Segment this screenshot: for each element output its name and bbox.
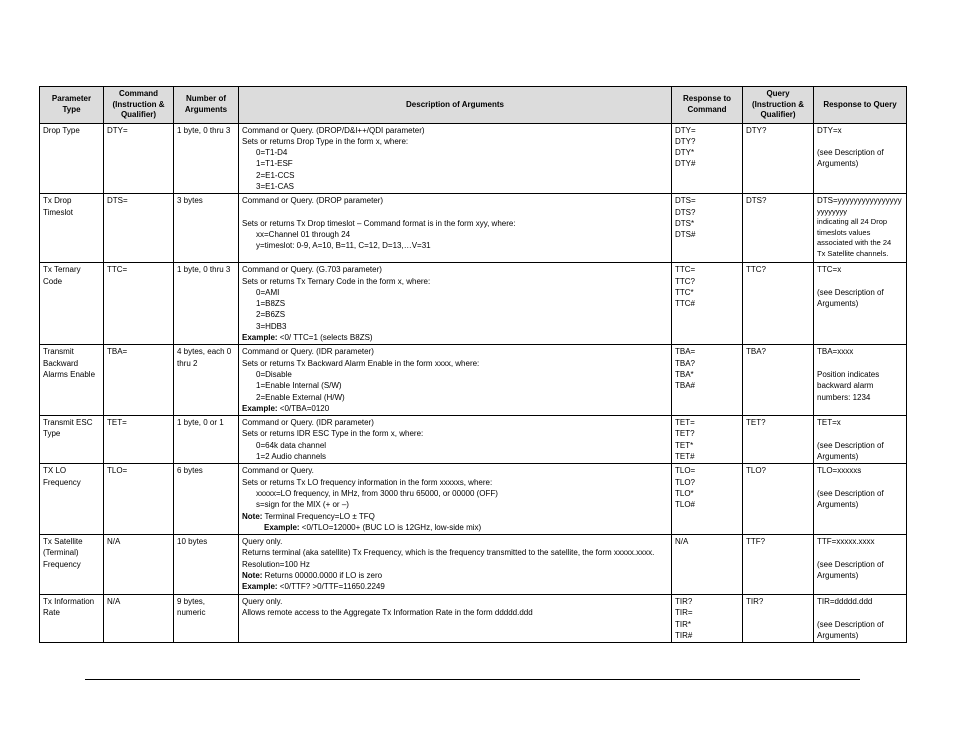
- description-line: 0=T1-D4: [256, 148, 288, 158]
- response-line: TBA?: [675, 358, 696, 368]
- response-line: TLO*: [675, 488, 694, 498]
- description-line: xxxxx=LO frequency, in MHz, from 3000 thru 65000, or 00000 (OFF): [256, 488, 498, 498]
- response-line: TLO?: [675, 477, 696, 487]
- response-cell: [672, 416, 743, 464]
- description-line: Query only.: [242, 537, 283, 547]
- note-label: Note:: [242, 511, 263, 521]
- query-response-line: timeslots values: [817, 227, 871, 237]
- arguments-cell: 1 byte, 0 thru 3: [174, 263, 239, 345]
- header-number-of-arguments: Number of Arguments: [174, 87, 239, 124]
- response-line: TBA#: [675, 381, 696, 391]
- description-line: Command or Query. (G.703 parameter): [242, 265, 382, 275]
- description-line: Command or Query. (IDR parameter): [242, 418, 374, 428]
- description-line: y=timeslot: 0-9, A=10, B=11, C=12, D=13,…V=31: [256, 241, 431, 251]
- response-cell: [672, 535, 743, 595]
- table-row: [40, 535, 907, 595]
- query-response-line: (see Description of Arguments): [817, 619, 884, 640]
- query-response-line: (see Description of Arguments): [817, 440, 884, 462]
- response-line: DTS*: [675, 218, 695, 228]
- query-response-line: DTS=yyyyyyyyyyyyyyyy: [817, 196, 902, 206]
- response-line: DTY*: [675, 148, 695, 158]
- arguments-cell: 3 bytes: [174, 194, 239, 263]
- description-line: 1=B8ZS: [256, 299, 286, 309]
- command-cell: DTY=: [104, 123, 174, 194]
- response-line: TLO=: [675, 466, 696, 476]
- parameter-type-cell: TX LO Frequency: [40, 464, 104, 535]
- example-label: Example:: [242, 582, 278, 592]
- command-table: [39, 86, 907, 643]
- response-line: TIR#: [675, 631, 693, 640]
- table-row: [40, 194, 907, 263]
- query-response-line: yyyyyyyy: [817, 206, 847, 216]
- description-text: <0/TLO=12000+ (BUC LO is 12GHz, low-side mix): [299, 522, 482, 532]
- description-line: 2=Enable External (H/W): [256, 392, 345, 402]
- description-cell: [239, 535, 672, 595]
- arguments-cell: 1 byte, 0 thru 3: [174, 123, 239, 194]
- header-response-to-query: Response to Query: [814, 87, 907, 124]
- description-line: 1=2 Audio channels: [256, 452, 327, 462]
- description-line: [242, 522, 668, 533]
- description-text: <0/TTF? >0/TTF=11650.2249: [277, 582, 385, 592]
- response-line: TBA*: [675, 369, 694, 379]
- description-line: Sets or returns Tx Drop timeslot – Command format is in the form xyy, where:: [242, 218, 516, 228]
- query-response-cell: [814, 345, 907, 416]
- description-line: 0=Disable: [256, 369, 292, 379]
- query-response-line: TET=x: [817, 418, 841, 428]
- response-line: DTY=: [675, 125, 696, 135]
- response-line: TLO#: [675, 500, 696, 510]
- description-line: 2=E1-CCS: [256, 170, 295, 180]
- query-cell: TBA?: [743, 345, 814, 416]
- query-cell: TIR?: [743, 595, 814, 643]
- response-cell: [672, 595, 743, 643]
- query-response-line: [817, 136, 903, 147]
- description-line: Allows remote access to the Aggregate Tx Information Rate in the form ddddd.ddd: [242, 608, 533, 618]
- response-line: TIR=: [675, 608, 693, 618]
- header-description: Description of Arguments: [239, 87, 672, 124]
- command-cell: TLO=: [104, 464, 174, 535]
- description-cell: [239, 464, 672, 535]
- table-row: [40, 345, 907, 416]
- parameter-type-cell: Drop Type: [40, 123, 104, 194]
- table-body: [40, 123, 907, 643]
- response-line: TET=: [675, 418, 695, 428]
- query-response-line: Position indicates backward alarm numbers: 1234: [817, 369, 880, 402]
- query-response-line: (see Description of Arguments): [817, 488, 884, 510]
- query-response-cell: [814, 194, 907, 263]
- query-response-line: TIR=ddddd.ddd: [817, 597, 873, 607]
- query-response-line: [817, 477, 903, 488]
- description-line: s=sign for the MIX (+ or –): [256, 500, 349, 510]
- description-line: Command or Query. (IDR parameter): [242, 347, 374, 357]
- table-row: [40, 416, 907, 464]
- table-row: [40, 263, 907, 345]
- description-line: 1=T1-ESF: [256, 159, 293, 169]
- description-text: <0/TBA=0120: [277, 403, 330, 413]
- query-response-cell: [814, 123, 907, 194]
- query-response-line: DTY=x: [817, 125, 842, 135]
- response-line: N/A: [675, 537, 689, 547]
- description-text: Returns 00000.0000 if LO is zero: [262, 571, 383, 580]
- query-response-line: TLO=xxxxxs: [817, 466, 862, 476]
- description-text: <0/ TTC=1 (selects B8ZS): [277, 333, 373, 343]
- description-line: 3=HDB3: [256, 321, 287, 331]
- header-parameter-type: Parameter Type: [40, 87, 104, 124]
- arguments-cell: 4 bytes, each 0 thru 2: [174, 345, 239, 416]
- description-line: Sets or returns Tx Ternary Code in the form x, where:: [242, 276, 431, 286]
- query-response-line: [817, 547, 903, 558]
- query-cell: TET?: [743, 416, 814, 464]
- description-cell: [239, 416, 672, 464]
- description-line: [242, 511, 668, 522]
- query-response-cell: [814, 535, 907, 595]
- query-response-line: TBA=xxxx: [817, 347, 854, 357]
- description-cell: [239, 345, 672, 416]
- response-cell: [672, 345, 743, 416]
- table-header-row: [40, 87, 907, 124]
- response-cell: [672, 194, 743, 263]
- parameter-type-cell: Tx Ternary Code: [40, 263, 104, 345]
- description-line: Sets or returns Tx LO frequency information in the form xxxxxs, where:: [242, 477, 493, 487]
- query-response-line: indicating all 24 Drop: [817, 217, 888, 227]
- command-cell: N/A: [104, 535, 174, 595]
- description-cell: [239, 123, 672, 194]
- response-line: TET?: [675, 429, 695, 439]
- description-line: Command or Query. (DROP parameter): [242, 196, 384, 206]
- description-line: Command or Query. (DROP/D&I++/QDI parameter): [242, 125, 425, 135]
- parameter-type-cell: Tx Satellite (Terminal) Frequency: [40, 535, 104, 595]
- query-response-line: associated with the 24: [817, 238, 892, 248]
- description-line: 2=B6ZS: [256, 310, 286, 320]
- description-line: xx=Channel 01 through 24: [256, 230, 351, 240]
- description-line: Sets or returns Drop Type in the form x, where:: [242, 136, 409, 146]
- footer-divider: [85, 679, 860, 680]
- arguments-cell: 1 byte, 0 or 1: [174, 416, 239, 464]
- example-label: Example:: [242, 403, 278, 413]
- table-row: [40, 123, 907, 194]
- query-response-line: [817, 607, 903, 618]
- command-cell: N/A: [104, 595, 174, 643]
- description-text: Terminal Frequency=LO ± TFQ: [262, 511, 375, 521]
- command-cell: DTS=: [104, 194, 174, 263]
- description-cell: [239, 595, 672, 643]
- parameter-type-cell: Transmit Backward Alarms Enable: [40, 345, 104, 416]
- description-line: 0=64k data channel: [256, 440, 327, 450]
- response-line: DTS#: [675, 230, 696, 240]
- table-row: [40, 595, 907, 643]
- example-label: Example:: [264, 522, 300, 532]
- response-line: TTC*: [675, 287, 694, 297]
- description-line: [242, 581, 668, 592]
- description-line: [242, 207, 668, 218]
- example-label: Example:: [242, 333, 278, 343]
- parameter-type-cell: Transmit ESC Type: [40, 416, 104, 464]
- response-line: DTS?: [675, 207, 696, 217]
- query-response-line: [817, 358, 903, 369]
- query-cell: DTS?: [743, 194, 814, 263]
- query-response-line: [817, 428, 903, 439]
- description-line: Command or Query.: [242, 466, 314, 476]
- description-line: [242, 332, 668, 343]
- arguments-cell: 9 bytes, numeric: [174, 595, 239, 643]
- description-line: Sets or returns IDR ESC Type in the form x, where:: [242, 429, 424, 439]
- response-line: TBA=: [675, 347, 696, 357]
- header-command: Command (Instruction & Qualifier): [104, 87, 174, 124]
- response-cell: [672, 464, 743, 535]
- arguments-cell: 10 bytes: [174, 535, 239, 595]
- description-line: Resolution=100 Hz: [242, 559, 310, 569]
- query-response-cell: [814, 464, 907, 535]
- query-response-line: [817, 276, 903, 287]
- response-line: TIR*: [675, 619, 691, 629]
- command-cell: TTC=: [104, 263, 174, 345]
- response-cell: [672, 123, 743, 194]
- response-line: TTC=: [675, 265, 696, 275]
- response-line: TTC?: [675, 276, 695, 286]
- response-line: DTY?: [675, 136, 696, 146]
- response-line: TET#: [675, 452, 695, 462]
- parameter-type-cell: Tx Information Rate: [40, 595, 104, 643]
- description-line: Sets or returns Tx Backward Alarm Enable in the form xxxx, where:: [242, 358, 480, 368]
- description-line: Query only.: [242, 597, 283, 607]
- description-line: [242, 570, 668, 581]
- query-cell: TTF?: [743, 535, 814, 595]
- arguments-cell: 6 bytes: [174, 464, 239, 535]
- description-cell: [239, 263, 672, 345]
- query-response-line: TTF=xxxxx.xxxx: [817, 537, 875, 547]
- response-line: DTS=: [675, 196, 696, 206]
- query-cell: TTC?: [743, 263, 814, 345]
- description-line: [242, 403, 668, 414]
- response-line: TIR?: [675, 597, 693, 607]
- query-response-line: (see Description of Arguments): [817, 559, 884, 580]
- response-line: DTY#: [675, 159, 696, 169]
- response-cell: [672, 263, 743, 345]
- description-line: 1=Enable Internal (S/W): [256, 381, 342, 391]
- command-cell: TBA=: [104, 345, 174, 416]
- description-line: 3=E1-CAS: [256, 181, 295, 191]
- note-label: Note:: [242, 571, 263, 580]
- description-cell: [239, 194, 672, 263]
- query-response-line: (see Description of Arguments): [817, 287, 884, 309]
- response-line: TTC#: [675, 299, 695, 309]
- query-cell: TLO?: [743, 464, 814, 535]
- parameter-type-cell: Tx Drop Timeslot: [40, 194, 104, 263]
- query-response-cell: [814, 595, 907, 643]
- response-line: TET*: [675, 440, 694, 450]
- description-line: Returns terminal (aka satellite) Tx Frequency, which is the frequency transmitted to the satellite, the form xxxxx.xxxx.: [242, 548, 655, 558]
- query-response-cell: [814, 416, 907, 464]
- query-cell: DTY?: [743, 123, 814, 194]
- query-response-line: Tx Satellite channels.: [817, 248, 889, 258]
- query-response-line: (see Description of Arguments): [817, 148, 884, 169]
- command-cell: TET=: [104, 416, 174, 464]
- description-line: 0=AMI: [256, 287, 280, 297]
- query-response-line: TTC=x: [817, 265, 842, 275]
- header-query: Query (Instruction & Qualifier): [743, 87, 814, 124]
- table-row: [40, 464, 907, 535]
- header-response-to-command: Response to Command: [672, 87, 743, 124]
- query-response-cell: [814, 263, 907, 345]
